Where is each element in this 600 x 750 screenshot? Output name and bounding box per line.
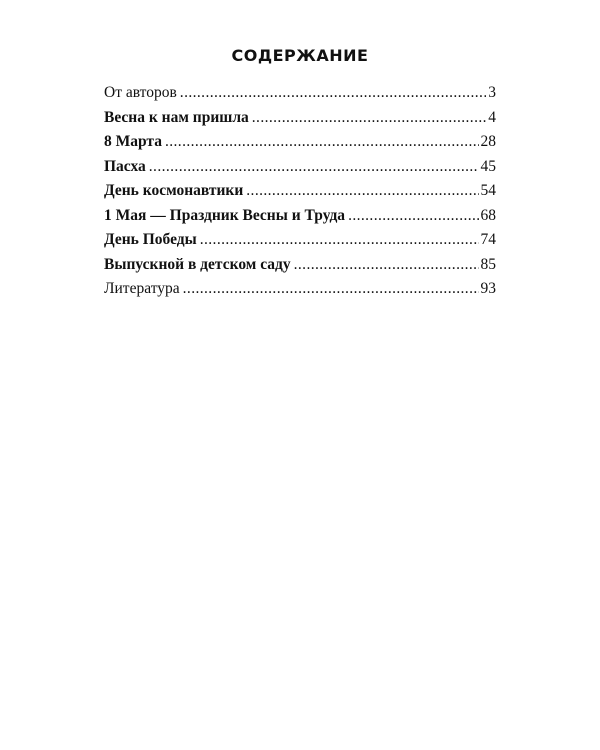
toc-entry-label: Литература: [104, 280, 180, 297]
toc-entry-label: День космонавтики: [104, 182, 244, 199]
toc-entry-page: 4: [488, 108, 496, 126]
toc-dot-leader: [165, 133, 479, 151]
toc-entry-from-authors: [104, 84, 496, 109]
toc-dot-leader: [348, 207, 478, 225]
toc-entry-label: Весна к нам пришла: [104, 108, 249, 126]
toc-dot-leader: [200, 231, 479, 249]
toc-entry-page: 93: [480, 280, 496, 297]
toc-entry-victory-day: [104, 231, 496, 256]
toc-entry-page: 54: [480, 182, 496, 199]
toc-entry-page: 85: [480, 255, 496, 273]
toc-entry-page: 74: [480, 231, 496, 248]
toc-entry-label: Выпускной в детском саду: [104, 255, 291, 273]
toc-entry-label: 1 Мая — Праздник Весны и Труда: [104, 206, 346, 224]
toc-entry-page: 68: [480, 206, 496, 224]
toc-entry-march-8: [104, 133, 496, 158]
toc-dot-leader: [294, 256, 479, 274]
toc-entry-graduation: [104, 256, 496, 281]
toc-dot-leader: [183, 280, 479, 298]
page-title: СОДЕРЖАНИЕ: [231, 46, 369, 65]
toc-entry-label: Пасха: [104, 157, 146, 175]
toc-entry-page: 45: [480, 157, 496, 175]
toc-entry-label: От авторов: [104, 84, 177, 101]
toc-entry-easter: [104, 158, 496, 183]
toc-dot-leader: [180, 84, 486, 102]
toc-dot-leader: [252, 109, 486, 127]
toc-entry-spring: [104, 109, 496, 134]
toc-entry-label: День Победы: [104, 231, 197, 248]
table-of-contents: [104, 84, 496, 305]
toc-entry-page: 28: [480, 133, 496, 150]
toc-dot-leader: [246, 182, 478, 200]
toc-entry-literature: [104, 280, 496, 305]
toc-entry-may-day: [104, 207, 496, 232]
toc-entry-label: 8 Марта: [104, 133, 162, 150]
toc-entry-page: 3: [488, 84, 496, 101]
toc-dot-leader: [149, 158, 479, 176]
toc-entry-cosmonautics-day: [104, 182, 496, 207]
